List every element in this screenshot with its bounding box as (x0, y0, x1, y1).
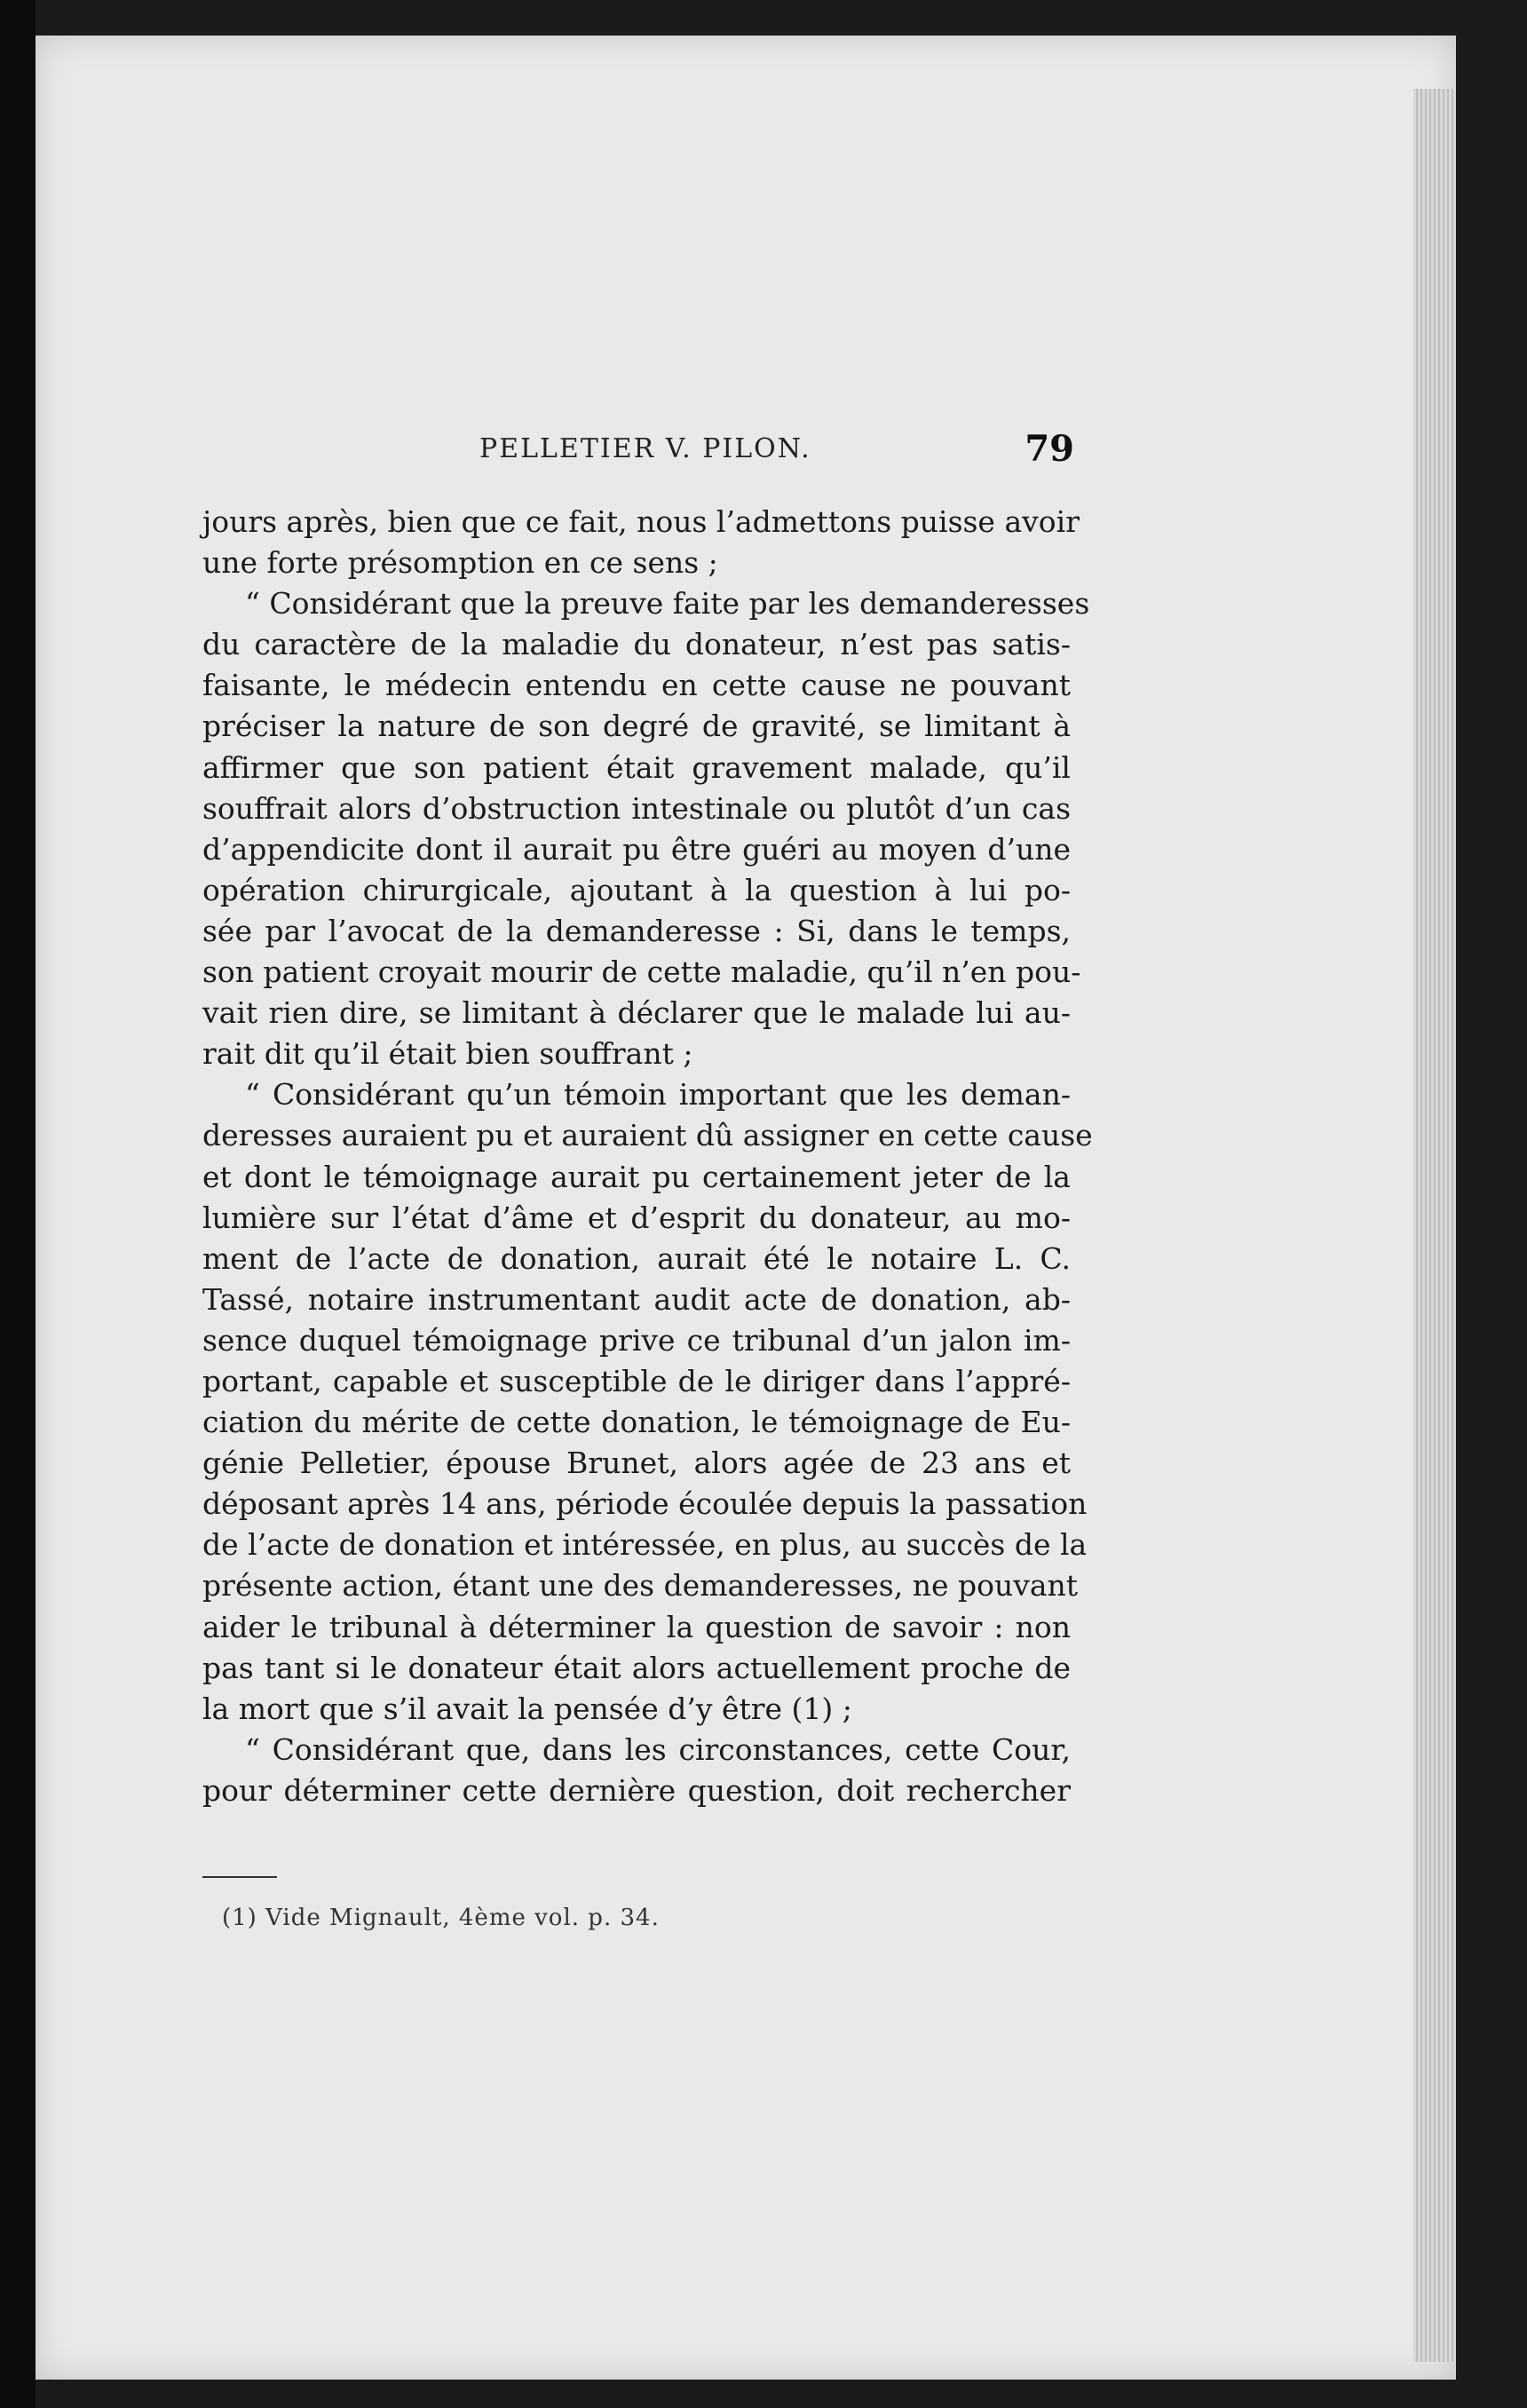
text-line: jours après, bien que ce fait, nous l’admettons puisse avoir (202, 504, 1080, 539)
text-line: génie Pelletier, épouse Brunet, alors agée de 23 ans et (202, 1446, 1071, 1481)
text-line: présente action, étant une des demanderesses, ne pouvant (202, 1568, 1079, 1604)
text-line: vait rien dire, se limitant à déclarer que le malade lui au- (202, 995, 1071, 1031)
text-line: pour déterminer cette dernière question, doit rechercher (202, 1772, 1071, 1808)
text-line: la mort que s’il avait la pensée d’y être (1) ; (202, 1691, 852, 1726)
text-line: deresses auraient pu et auraient dû assigner en cette cause (202, 1118, 1093, 1153)
text-line: de l’acte de donation et intéressée, en plus, au succès de la (202, 1527, 1088, 1563)
text-line: et dont le témoignage aurait pu certainement jeter de la (202, 1159, 1071, 1194)
text-line: souffrait alors d’obstruction intestinale ou plutôt d’un cas (202, 790, 1071, 826)
body-text (202, 502, 1093, 1811)
text-line: préciser la nature de son degré de gravité, se limitant à (202, 709, 1071, 744)
running-title: PELLETIER V. PILON. (479, 433, 811, 464)
text-line: portant, capable et susceptible de le diriger dans l’appré- (202, 1363, 1071, 1398)
text-line: “ Considérant que la preuve faite par les demanderesses (245, 586, 1090, 622)
text-line: sée par l’avocat de la demanderesse : Si, dans le temps, (202, 913, 1071, 948)
text-line: sence duquel témoignage prive ce tribunal d’un jalon im- (202, 1322, 1071, 1358)
text-line: ciation du mérite de cette donation, le témoignage de Eu- (202, 1405, 1071, 1440)
text-line: aider le tribunal à déterminer la question de savoir : non (202, 1609, 1071, 1644)
running-head (222, 428, 1074, 478)
page-number: 79 (1025, 428, 1074, 470)
text-line: du caractère de la maladie du donateur, n’est pas satis- (202, 627, 1071, 662)
page-edges (1413, 89, 1456, 2362)
text-line: Tassé, notaire instrumentant audit acte de donation, ab- (202, 1281, 1071, 1317)
text-line: “ Considérant qu’un témoin important que les deman- (245, 1077, 1071, 1113)
text-line: ment de l’acte de donation, aurait été le notaire L. C. (202, 1240, 1071, 1276)
footnote: (1) Vide Mignault, 4ème vol. p. 34. (222, 1905, 660, 1931)
scan-border (0, 0, 36, 2408)
text-line: affirmer que son patient était gravement malade, qu’il (202, 749, 1071, 785)
text-line: d’appendicite dont il aurait pu être guéri au moyen d’une (202, 831, 1071, 867)
text-line: son patient croyait mourir de cette maladie, qu’il n’en pou- (202, 954, 1081, 990)
text-line: lumière sur l’état d’âme et d’esprit du donateur, au mo- (202, 1200, 1071, 1235)
text-line: pas tant si le donateur était alors actuellement proche de (202, 1650, 1071, 1685)
text-line: opération chirurgicale, ajoutant à la question à lui po- (202, 872, 1071, 907)
text-line: faisante, le médecin entendu en cette cause ne pouvant (202, 668, 1071, 703)
text-line: rait dit qu’il était bien souffrant ; (202, 1036, 693, 1072)
text-line: une forte présomption en ce sens ; (202, 545, 718, 581)
footnote-rule (202, 1876, 277, 1878)
text-line: déposant après 14 ans, période écoulée depuis la passation (202, 1486, 1088, 1522)
text-line: “ Considérant que, dans les circonstances, cette Cour, (245, 1731, 1071, 1767)
